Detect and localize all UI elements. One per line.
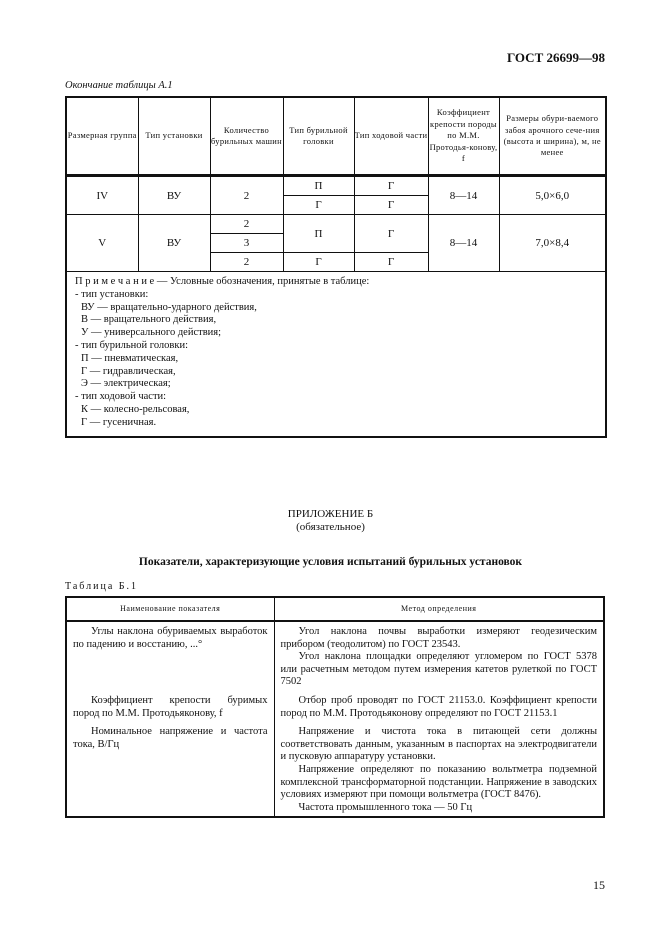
column-header: Размерная группа	[66, 97, 138, 176]
method-text: Напряжение и чистота тока в питающей сети должны соответствовать данным, указанным в паспортах на электродвигатели и пусковую аппаратуру установки.	[280, 726, 597, 763]
table-note-row	[66, 272, 606, 437]
note-line: ВУ — вращательно-ударного действия,	[81, 301, 257, 313]
cell: Г	[283, 253, 354, 272]
column-header: Тип ходовой части	[354, 97, 428, 176]
note-line: — Условные обозначения, принятые в таблице:	[156, 276, 370, 287]
note-line: - тип ходовой части:	[75, 391, 167, 403]
table-a	[65, 96, 607, 438]
table-row	[66, 691, 604, 722]
cell: 3	[210, 234, 283, 253]
cell: Г	[354, 196, 428, 215]
note-line: Э — электрическая;	[81, 378, 171, 390]
cell: 5,0×6,0	[499, 176, 606, 215]
table-b	[65, 596, 605, 818]
standard-number: ГОСТ 26699—98	[506, 50, 605, 65]
indicator-name: Углы наклона обуриваемых выработок по падению и восстанию, ...°	[73, 626, 268, 650]
cell: П	[283, 215, 354, 253]
table-row	[66, 722, 604, 817]
note-line: - тип установки:	[75, 288, 149, 300]
note-line: К — колесно-рельсовая,	[81, 403, 190, 415]
cell: 2	[210, 253, 283, 272]
note-line: У — универсального действия;	[81, 327, 222, 339]
note-line: Г — гусеничная.	[81, 416, 157, 428]
appendix-heading: Показатели, характеризующие условия испытаний бурильных установок	[138, 556, 523, 568]
method-text: Напряжение определяют по показанию вольтметра подземной комплексной трансформаторной подстанции. Напряжение в заводских условиях измеряют при помощи вольтметра (ГОСТ 8476).	[280, 763, 597, 801]
table-a-caption: Окончание таблицы А.1	[65, 80, 173, 91]
method-text: Угол наклона площадки определяют угломером по ГОСТ 5378 или расчетным методом путем измерения катетов рулеткой по ГОСТ 7502	[280, 651, 597, 688]
table-header-row	[66, 597, 604, 621]
note-line: П — пневматическая,	[81, 352, 179, 364]
column-header: Тип установки	[138, 97, 210, 176]
column-header: Количество бурильных машин	[210, 97, 283, 176]
appendix-label: ПРИЛОЖЕНИЕ Б	[287, 508, 374, 520]
cell: 7,0×8,4	[499, 215, 606, 272]
cell: П	[283, 176, 354, 196]
indicator-name: Коэффициент крепости буримых пород по М.М. Протодьяконову, f	[73, 694, 268, 719]
note-line: - тип бурильной головки:	[75, 339, 189, 351]
cell: Г	[283, 196, 354, 215]
table-row	[66, 176, 606, 196]
cell: 8—14	[428, 215, 499, 272]
indicator-name: Номинальное напряжение и частота тока, В/Гц	[73, 726, 268, 750]
method-text: Отбор проб проводят по ГОСТ 21153.0. Коэффициент крепости пород по М.М. Протодьяконову определяют по ГОСТ 21153.1	[280, 694, 597, 719]
cell: V	[66, 215, 138, 272]
appendix-status: (обязательное)	[296, 520, 365, 533]
column-header: Коэффициент крепости породы по М.М. Протодья-конову, f	[428, 97, 499, 176]
method-text: Угол наклона почвы выработки измеряют геодезическим прибором (теодолитом) по ГОСТ 23543.	[280, 626, 597, 650]
note-line: Г — гидравлическая,	[81, 365, 176, 377]
column-header: Размеры обури-ваемого забоя арочного сече-ния (высота и ширина), м, не менее	[499, 97, 606, 176]
table-note	[66, 272, 606, 437]
cell: ВУ	[138, 215, 210, 272]
method-text: Частота промышленного тока — 50 Гц	[298, 801, 473, 813]
cell: ВУ	[138, 176, 210, 215]
cell: 2	[210, 215, 283, 234]
cell: IV	[66, 176, 138, 215]
cell: 8—14	[428, 176, 499, 215]
cell: Г	[354, 215, 428, 253]
appendix-title	[0, 508, 661, 533]
table-b-caption: Таблица Б.1	[65, 581, 139, 592]
column-header: Метод определения	[274, 597, 604, 621]
column-header: Наименование показателя	[66, 597, 274, 621]
page-number: 15	[593, 878, 605, 892]
cell: Г	[354, 253, 428, 272]
note-line: В — вращательного действия,	[81, 314, 217, 326]
cell: Г	[354, 176, 428, 196]
note-title: П р и м е ч а н и е	[75, 276, 155, 287]
table-row	[66, 621, 604, 691]
cell: 2	[210, 176, 283, 215]
table-header-row	[66, 97, 606, 176]
table-row	[66, 215, 606, 234]
column-header: Тип бурильной головки	[283, 97, 354, 176]
